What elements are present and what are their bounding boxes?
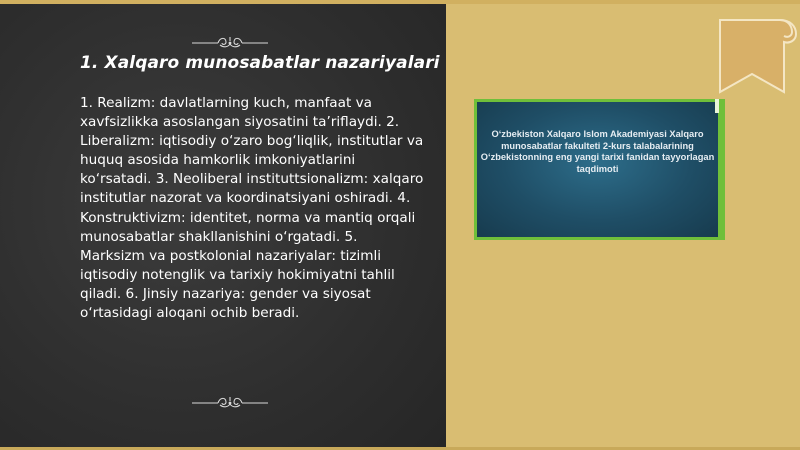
thumbnail-caption: O‘zbekiston Xalqaro Islom Akademiyasi Xalqaro munosabatlar fakulteti 2-kurs talabalarining O‘zbekistonning eng yangi tarixi fanidan tayyorlagan taqdimoti	[480, 129, 715, 174]
scroll-flourish-icon	[190, 394, 270, 410]
bookmark-ribbon-icon	[718, 16, 798, 96]
thumbnail-corner-accent	[715, 99, 719, 113]
slide-body	[80, 94, 425, 323]
presentation-thumbnail	[474, 99, 725, 240]
thumbnail-background	[477, 102, 718, 237]
body-paragraph: 1. Realizm: davlatlarning kuch, manfaat va xavfsizlikka asoslangan siyosatini ta’riflaydi. 2. Liberalizm: iqtisodiy o‘zaro bog‘liqlik, institutlar va huquq asosida hamkorlik imkoniyatlarini ko‘rsatadi. 3. Neoliberal instituttsionalizm: xalqaro institutlar nazorat va koordinatsiyani oshiradi. 4. Konstruktivizm: identitet, norma va mantiq orqali munosabatlar shakllanishini o‘rgatadi. 5. Marksizm va postkolonial nazariyalar: tizimli iqtisodiy notenglik va tarixiy hokimiyatni tahlil qiladi. 6. Jinsiy nazariya: gender va siyosat o‘rtasidagi aloqani ochib beradi.	[80, 95, 424, 322]
scroll-flourish-icon	[190, 34, 270, 50]
top-accent-rule	[0, 0, 800, 4]
slide-title: 1. Xalqaro munosabatlar nazariyalari	[80, 53, 440, 73]
